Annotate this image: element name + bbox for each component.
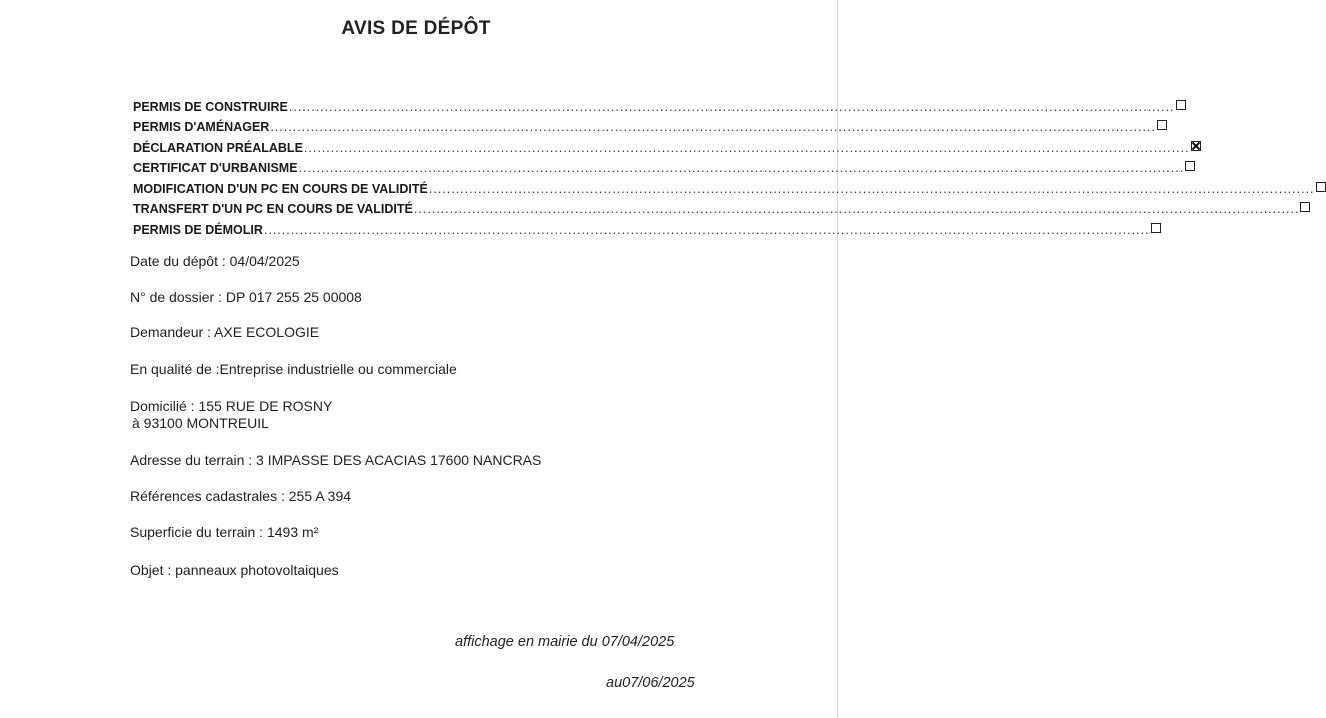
checkbox-modification-pc [1316,182,1326,192]
checkbox-permis-de-construire [1176,100,1186,110]
permit-label: PERMIS D'AMÉNAGER [133,120,270,134]
field-superficie: Superficie du terrain : 1493 m² [130,524,319,540]
field-numero-dossier: N° de dossier : DP 017 255 25 00008 [130,289,362,305]
permit-type-list [133,93,1315,237]
checkbox-declaration-prealable-checked [1191,141,1201,151]
permit-row-permis-d-amenager [133,114,1156,135]
leader-dots: ...................................................................................................................................................................................................... [298,161,1185,175]
permit-row-declaration-prealable [133,134,1190,155]
leader-dots: ...................................................................................................................................................................................................... [428,181,1315,196]
permit-row-modification-pc [133,175,1315,196]
permit-label: PERMIS DE CONSTRUIRE [133,99,288,114]
field-references-cadastrales: Références cadastrales : 255 A 394 [130,488,352,504]
permit-row-permis-de-demolir [133,216,1150,237]
permit-label: TRANSFERT D'UN PC EN COURS DE VALIDITÉ [133,202,413,216]
permit-label: CERTIFICAT D'URBANISME [133,161,298,175]
permit-label: DÉCLARATION PRÉALABLE [133,140,303,155]
checkbox-permis-d-amenager [1157,120,1167,130]
leader-dots: ...................................................................................................................................................................................................... [288,99,1175,114]
leader-dots: ...................................................................................................................................................................................................... [413,202,1300,216]
field-date-depot: Date du dépôt : 04/04/2025 [130,253,300,269]
permit-label: MODIFICATION D'UN PC EN COURS DE VALIDITÉ [133,181,428,196]
permit-label: PERMIS DE DÉMOLIR [133,222,263,237]
field-domicile [130,398,332,432]
checkbox-transfert-pc [1300,202,1310,212]
field-demandeur: Demandeur : AXE ECOLOGIE [130,324,320,340]
field-objet: Objet : panneaux photovoltaiques [130,562,339,578]
domicile-line-2: à 93100 MONTREUIL [132,415,269,431]
permit-row-transfert-pc [133,196,1300,217]
field-adresse-terrain: Adresse du terrain : 3 IMPASSE DES ACACIAS 17600 NANCRAS [130,452,542,468]
leader-dots: ...................................................................................................................................................................................................... [270,120,1156,134]
permit-row-certificat-d-urbanisme [133,155,1185,176]
posting-from-date: affichage en mairie du 07/04/2025 [455,634,675,650]
page-title: AVIS DE DÉPÔT [341,18,491,39]
permit-row-permis-de-construire [133,93,1175,114]
checkbox-permis-de-demolir [1151,223,1161,233]
leader-dots: ...................................................................................................................................................................................................... [263,222,1150,237]
posting-to-date: au07/06/2025 [606,675,695,691]
checkbox-certificat-d-urbanisme [1185,161,1195,171]
field-qualite: En qualité de :Entreprise industrielle ou commerciale [130,361,457,377]
domicile-line-1: Domicilié : 155 RUE DE ROSNY [130,398,333,414]
leader-dots: ...................................................................................................................................................................................................... [303,140,1190,155]
